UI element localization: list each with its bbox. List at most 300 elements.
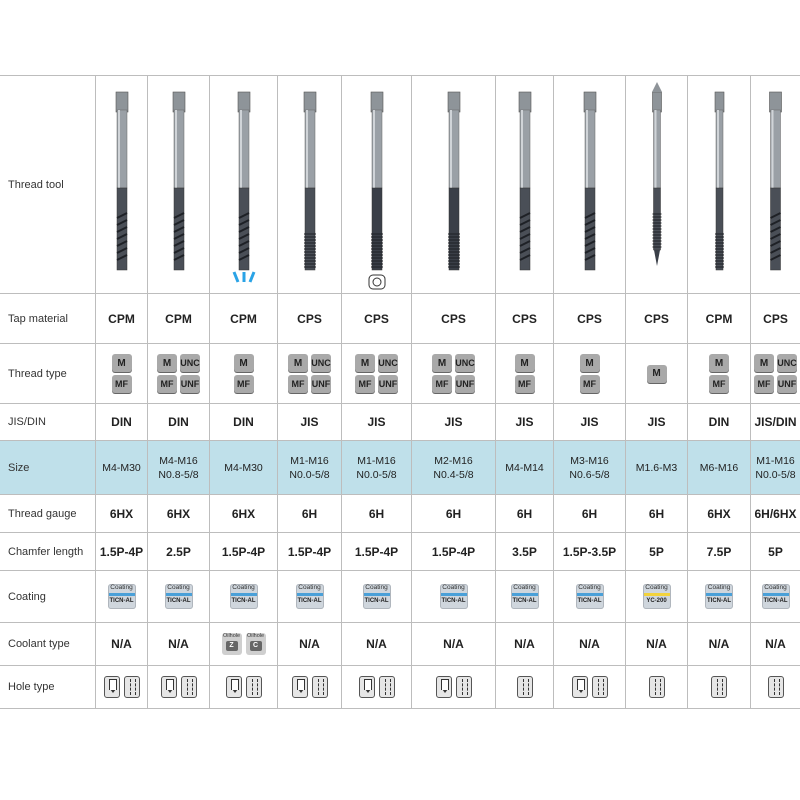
coating-label: Coating — [707, 584, 731, 591]
coating-badge — [576, 584, 604, 609]
cell-coating — [412, 571, 496, 623]
thread-type-badge-m: M — [355, 354, 375, 372]
chamfer-length-value: 1.5P-4P — [287, 544, 332, 559]
cell-thread-gauge — [688, 495, 751, 533]
size-line-1: M1-M16 — [756, 454, 795, 467]
cell-thread-tool — [96, 75, 148, 294]
standard-value: DIN — [168, 415, 189, 429]
row-label-standard: JIS/DIN — [0, 404, 96, 441]
standard-value: JIS — [444, 415, 463, 429]
cell-thread-tool — [554, 75, 626, 294]
cell-size — [96, 441, 148, 495]
thread-type-badge-m: M — [288, 354, 308, 372]
coating-label: Coating — [645, 584, 668, 591]
oilhole-code: Z — [226, 641, 238, 651]
thread-type-badge-unf: UNF — [378, 375, 398, 393]
size-value — [700, 461, 739, 475]
coating-badge — [230, 584, 258, 609]
coating-badge — [108, 584, 136, 609]
thread-type-badge-unc: UNC — [777, 354, 797, 372]
coating-label: Coating — [232, 584, 255, 591]
coating-code: TICN-AL — [441, 598, 466, 604]
cell-standard — [688, 404, 751, 441]
cell-tap-material — [496, 294, 554, 344]
tap-spec-table — [0, 75, 800, 709]
cell-thread-tool — [412, 75, 496, 294]
row-label-coolant-type: Coolant type — [0, 623, 96, 666]
thread-type-badges — [157, 354, 200, 393]
oilhole-badge — [222, 633, 242, 655]
cell-thread-type — [210, 344, 278, 404]
cell-thread-type — [96, 344, 148, 404]
standard-value: JIS — [647, 415, 666, 429]
row-label-thread-gauge: Thread gauge — [0, 495, 96, 533]
size-value — [158, 454, 198, 482]
cell-coolant-type — [626, 623, 688, 666]
coolant-type-value: N/A — [514, 637, 535, 651]
size-line-1: M1-M16 — [357, 454, 396, 467]
tap-tool-image — [414, 80, 494, 290]
cell-size — [626, 441, 688, 495]
size-value — [224, 461, 263, 475]
cell-thread-gauge — [751, 495, 800, 533]
cell-chamfer-length — [278, 533, 342, 571]
cell-coating — [496, 571, 554, 623]
coating-stripe — [297, 593, 323, 596]
thread-gauge-value: 6H — [301, 506, 318, 521]
thread-type-badge-mf: MF — [355, 375, 375, 393]
blind-hole-icon — [226, 676, 242, 698]
cell-thread-tool — [626, 75, 688, 294]
coating-stripe — [763, 593, 789, 596]
thread-type-badge-unc: UNC — [311, 354, 331, 372]
coolant-type-value: N/A — [646, 637, 667, 651]
thread-type-badge-unf: UNF — [455, 375, 475, 393]
coating-stripe — [706, 593, 732, 596]
size-line-1: M4-M16 — [159, 454, 198, 467]
tap-tool-image — [212, 80, 276, 290]
cell-coating — [210, 571, 278, 623]
cell-coating — [751, 571, 800, 623]
standard-value: JIS — [367, 415, 386, 429]
cell-coating — [148, 571, 210, 623]
standard-value: JIS — [515, 415, 534, 429]
size-value — [505, 461, 544, 475]
cell-tap-material — [96, 294, 148, 344]
tap-material-value: CPS — [441, 311, 466, 326]
size-value — [569, 454, 609, 482]
cell-thread-gauge — [626, 495, 688, 533]
coating-badge — [643, 584, 671, 609]
thread-type-badge-m: M — [754, 354, 774, 372]
chamfer-length-value: 2.5P — [166, 544, 191, 559]
row-label-hole-type: Hole type — [0, 666, 96, 709]
cell-coating — [626, 571, 688, 623]
thread-gauge-value: 6H — [648, 506, 665, 521]
thread-type-badge-m: M — [157, 354, 177, 372]
thread-type-badge-mf: MF — [515, 375, 535, 393]
through-hole-icon — [246, 676, 262, 698]
cell-hole-type — [96, 666, 148, 709]
cell-coating — [554, 571, 626, 623]
coating-stripe — [231, 593, 257, 596]
size-line-2: N0.0-5/8 — [356, 468, 397, 481]
through-hole-icon — [649, 676, 665, 698]
cell-tap-material — [751, 294, 800, 344]
size-value — [433, 454, 473, 482]
tap-material-value: CPM — [705, 311, 733, 326]
cell-standard — [148, 404, 210, 441]
cell-chamfer-length — [96, 533, 148, 571]
coating-stripe — [364, 593, 390, 596]
tap-tool-image — [280, 80, 340, 290]
through-hole-icon — [768, 676, 784, 698]
blind-hole-icon — [436, 676, 452, 698]
size-line-1: M6-M16 — [699, 461, 739, 474]
through-hole-icon — [711, 676, 727, 698]
coating-badge — [165, 584, 193, 609]
coating-stripe — [166, 593, 192, 596]
row-label-size: Size — [0, 441, 96, 495]
thread-type-badge-m: M — [515, 354, 535, 372]
thread-type-badges — [754, 354, 797, 393]
tap-tool-image — [498, 80, 552, 290]
coolant-type-value: N/A — [708, 637, 730, 651]
cell-chamfer-length — [496, 533, 554, 571]
cell-standard — [210, 404, 278, 441]
cell-thread-gauge — [96, 495, 148, 533]
coolant-type-value: N/A — [168, 637, 189, 651]
cell-thread-type — [412, 344, 496, 404]
cell-standard — [342, 404, 412, 441]
cell-thread-gauge — [496, 495, 554, 533]
coating-code: TICN-AL — [512, 598, 537, 604]
coating-label: Coating — [764, 584, 787, 591]
thread-type-badge-mf: MF — [754, 375, 774, 393]
cell-tap-material — [278, 294, 342, 344]
cell-coating — [342, 571, 412, 623]
cell-standard — [96, 404, 148, 441]
cell-thread-type — [148, 344, 210, 404]
chamfer-length-value: 5P — [649, 544, 664, 559]
cell-standard — [751, 404, 800, 441]
thread-type-badge-m: M — [432, 354, 452, 372]
size-line-1: M3-M16 — [570, 454, 609, 467]
tap-material-value: CPM — [165, 311, 192, 326]
tap-material-value: CPS — [364, 311, 389, 326]
blind-hole-icon — [161, 676, 177, 698]
row-label-coating: Coating — [0, 571, 96, 623]
cell-coating — [688, 571, 751, 623]
cell-hole-type — [210, 666, 278, 709]
thread-type-badge-mf: MF — [580, 375, 600, 393]
cell-size — [342, 441, 412, 495]
cell-size — [278, 441, 342, 495]
cell-size — [751, 441, 800, 495]
cell-thread-type — [496, 344, 554, 404]
cell-hole-type — [148, 666, 210, 709]
cell-thread-tool — [278, 75, 342, 294]
cell-standard — [626, 404, 688, 441]
thread-type-badge-mf: MF — [709, 375, 729, 393]
cell-size — [554, 441, 626, 495]
cell-chamfer-length — [412, 533, 496, 571]
coating-label: Coating — [365, 584, 388, 591]
thread-type-badges — [515, 354, 535, 393]
size-line-2: N0.6-5/8 — [569, 468, 610, 481]
tap-tool-image — [690, 80, 749, 290]
through-hole-icon — [517, 676, 533, 698]
cell-tap-material — [342, 294, 412, 344]
coolant-type-value: N/A — [579, 637, 600, 651]
tap-tool-image — [344, 80, 410, 290]
cell-thread-tool — [342, 75, 412, 294]
cell-coolant-type — [210, 623, 278, 666]
cell-thread-type — [626, 344, 688, 404]
size-line-1: M1.6-M3 — [635, 461, 678, 474]
coating-stripe — [577, 593, 603, 596]
through-hole-icon — [124, 676, 140, 698]
cell-thread-gauge — [412, 495, 496, 533]
row-label-thread-type: Thread type — [0, 344, 96, 404]
cell-thread-type — [342, 344, 412, 404]
through-hole-icon — [181, 676, 197, 698]
thread-type-badge-unf: UNF — [180, 375, 200, 393]
coating-stripe — [644, 593, 670, 596]
cell-thread-type — [554, 344, 626, 404]
coating-stripe — [512, 593, 538, 596]
through-hole-icon — [456, 676, 472, 698]
thread-gauge-value: 6HX — [166, 506, 191, 521]
coolant-type-value: N/A — [443, 637, 464, 651]
thread-type-badge-mf: MF — [157, 375, 177, 393]
cell-thread-type — [278, 344, 342, 404]
coolant-type-value: N/A — [366, 637, 387, 651]
oilhole-code: C — [250, 641, 262, 651]
cell-tap-material — [210, 294, 278, 344]
thread-type-badge-unc: UNC — [180, 354, 200, 372]
coating-label: Coating — [442, 584, 465, 591]
size-value — [102, 461, 141, 475]
oilhole-label: Oilhole — [246, 633, 265, 639]
oilhole-label: Oilhole — [222, 633, 241, 639]
standard-value: DIN — [111, 415, 132, 429]
thread-gauge-value: 6H/6HX — [754, 506, 797, 521]
size-value — [289, 454, 329, 482]
cell-hole-type — [554, 666, 626, 709]
size-line-2: N0.8-5/8 — [158, 468, 199, 481]
cell-size — [148, 441, 210, 495]
cell-hole-type — [751, 666, 800, 709]
cell-chamfer-length — [554, 533, 626, 571]
coating-code: TICN-AL — [707, 598, 731, 604]
tap-material-value: CPS — [577, 311, 602, 326]
coating-label: Coating — [110, 584, 133, 591]
thread-type-badge-m: M — [647, 365, 667, 383]
standard-value: DIN — [708, 415, 730, 429]
standard-value: JIS/DIN — [754, 415, 797, 429]
cell-size — [412, 441, 496, 495]
coolant-type-value: N/A — [111, 637, 132, 651]
thread-type-badge-m: M — [580, 354, 600, 372]
thread-type-badge-m: M — [112, 354, 132, 372]
cell-chamfer-length — [688, 533, 751, 571]
blind-hole-icon — [104, 676, 120, 698]
cell-standard — [278, 404, 342, 441]
cell-coolant-type — [688, 623, 751, 666]
thread-type-badges — [580, 354, 600, 393]
size-line-1: M4-M30 — [102, 461, 141, 474]
coating-badge — [363, 584, 391, 609]
cell-thread-tool — [688, 75, 751, 294]
size-value — [636, 461, 677, 475]
thread-type-badges — [647, 365, 667, 383]
thread-gauge-value: 6H — [516, 506, 533, 521]
cell-chamfer-length — [626, 533, 688, 571]
cell-coolant-type — [278, 623, 342, 666]
cell-hole-type — [278, 666, 342, 709]
cell-coolant-type — [342, 623, 412, 666]
thread-type-badges — [288, 354, 331, 393]
tap-tool-image — [753, 80, 798, 290]
cell-coolant-type — [751, 623, 800, 666]
cell-standard — [412, 404, 496, 441]
cell-hole-type — [496, 666, 554, 709]
cell-thread-tool — [496, 75, 554, 294]
coating-label: Coating — [167, 584, 190, 591]
chamfer-length-value: 7.5P — [706, 544, 732, 559]
coating-code: YC-200 — [646, 598, 667, 604]
thread-type-badge-m: M — [234, 354, 254, 372]
standard-value: JIS — [300, 415, 319, 429]
thread-type-badge-unc: UNC — [455, 354, 475, 372]
cell-hole-type — [412, 666, 496, 709]
cell-coolant-type — [496, 623, 554, 666]
coating-code: TICN-AL — [166, 598, 191, 604]
cell-thread-gauge — [148, 495, 210, 533]
thread-gauge-value: 6H — [581, 506, 598, 521]
tap-material-value: CPM — [230, 311, 257, 326]
cell-thread-gauge — [210, 495, 278, 533]
cell-coolant-type — [554, 623, 626, 666]
oilhole-badge — [246, 633, 266, 655]
coating-badge — [705, 584, 733, 609]
coating-stripe — [109, 593, 135, 596]
cell-coolant-type — [412, 623, 496, 666]
tap-material-value: CPS — [644, 311, 669, 326]
chamfer-length-value: 1.5P-4P — [431, 544, 476, 559]
cell-thread-gauge — [278, 495, 342, 533]
size-line-1: M2-M16 — [434, 454, 473, 467]
tap-tool-image — [556, 80, 624, 290]
thread-type-badge-m: M — [709, 354, 729, 372]
thread-gauge-value: 6HX — [707, 506, 731, 521]
coating-code: TICN-AL — [577, 598, 602, 604]
chamfer-length-value: 5P — [768, 544, 783, 559]
coating-badge — [440, 584, 468, 609]
cell-thread-tool — [148, 75, 210, 294]
coating-label: Coating — [513, 584, 536, 591]
thread-type-badge-mf: MF — [432, 375, 452, 393]
chamfer-length-value: 3.5P — [512, 544, 537, 559]
size-line-1: M1-M16 — [290, 454, 329, 467]
cell-thread-tool — [210, 75, 278, 294]
tap-tool-image — [98, 80, 146, 290]
cell-hole-type — [626, 666, 688, 709]
thread-type-badges — [112, 354, 132, 393]
coating-badge — [511, 584, 539, 609]
tap-material-value: CPS — [297, 311, 322, 326]
cell-tap-material — [412, 294, 496, 344]
cell-standard — [496, 404, 554, 441]
coating-code: TICN-AL — [109, 598, 134, 604]
row-label-chamfer-length: Chamfer length — [0, 533, 96, 571]
tap-tool-image — [628, 80, 686, 290]
thread-type-badges — [432, 354, 475, 393]
through-hole-icon — [379, 676, 395, 698]
size-value — [755, 454, 795, 482]
thread-type-badge-unf: UNF — [311, 375, 331, 393]
cell-size — [688, 441, 751, 495]
thread-gauge-value: 6HX — [109, 506, 134, 521]
blind-hole-icon — [572, 676, 588, 698]
coolant-type-value: N/A — [299, 637, 320, 651]
thread-type-badge-mf: MF — [234, 375, 254, 393]
tap-material-value: CPM — [108, 311, 135, 326]
row-label-tap-material: Tap material — [0, 294, 96, 344]
size-value — [356, 454, 396, 482]
size-line-1: M4-M14 — [505, 461, 544, 474]
cell-tap-material — [554, 294, 626, 344]
size-line-2: N0.0-5/8 — [755, 468, 796, 481]
coolant-type-value: N/A — [765, 637, 786, 651]
cell-thread-type — [751, 344, 800, 404]
cell-size — [210, 441, 278, 495]
thread-type-badges — [709, 354, 729, 393]
through-hole-icon — [592, 676, 608, 698]
chamfer-length-value: 1.5P-4P — [354, 544, 399, 559]
standard-value: DIN — [233, 415, 254, 429]
cell-tap-material — [626, 294, 688, 344]
size-line-2: N0.4-5/8 — [433, 468, 474, 481]
coating-stripe — [441, 593, 467, 596]
tap-material-value: CPS — [512, 311, 537, 326]
chamfer-length-value: 1.5P-4P — [99, 544, 144, 559]
blind-hole-icon — [359, 676, 375, 698]
coating-code: TICN-AL — [231, 598, 256, 604]
cell-hole-type — [342, 666, 412, 709]
thread-type-badge-mf: MF — [288, 375, 308, 393]
cell-coating — [96, 571, 148, 623]
tap-material-value: CPS — [763, 311, 788, 326]
cell-tap-material — [688, 294, 751, 344]
thread-type-badge-unc: UNC — [378, 354, 398, 372]
thread-gauge-value: 6H — [445, 506, 462, 521]
thread-gauge-value: 6H — [368, 506, 385, 521]
standard-value: JIS — [580, 415, 599, 429]
thread-type-badges — [234, 354, 254, 393]
coating-badge — [762, 584, 790, 609]
cell-coolant-type — [96, 623, 148, 666]
cell-chamfer-length — [210, 533, 278, 571]
blind-hole-icon — [292, 676, 308, 698]
cell-hole-type — [688, 666, 751, 709]
row-label-thread-tool: Thread tool — [0, 75, 96, 294]
size-line-1: M4-M30 — [224, 461, 263, 474]
coating-label: Coating — [298, 584, 321, 591]
cell-tap-material — [148, 294, 210, 344]
chamfer-length-value: 1.5P-3.5P — [562, 544, 617, 559]
